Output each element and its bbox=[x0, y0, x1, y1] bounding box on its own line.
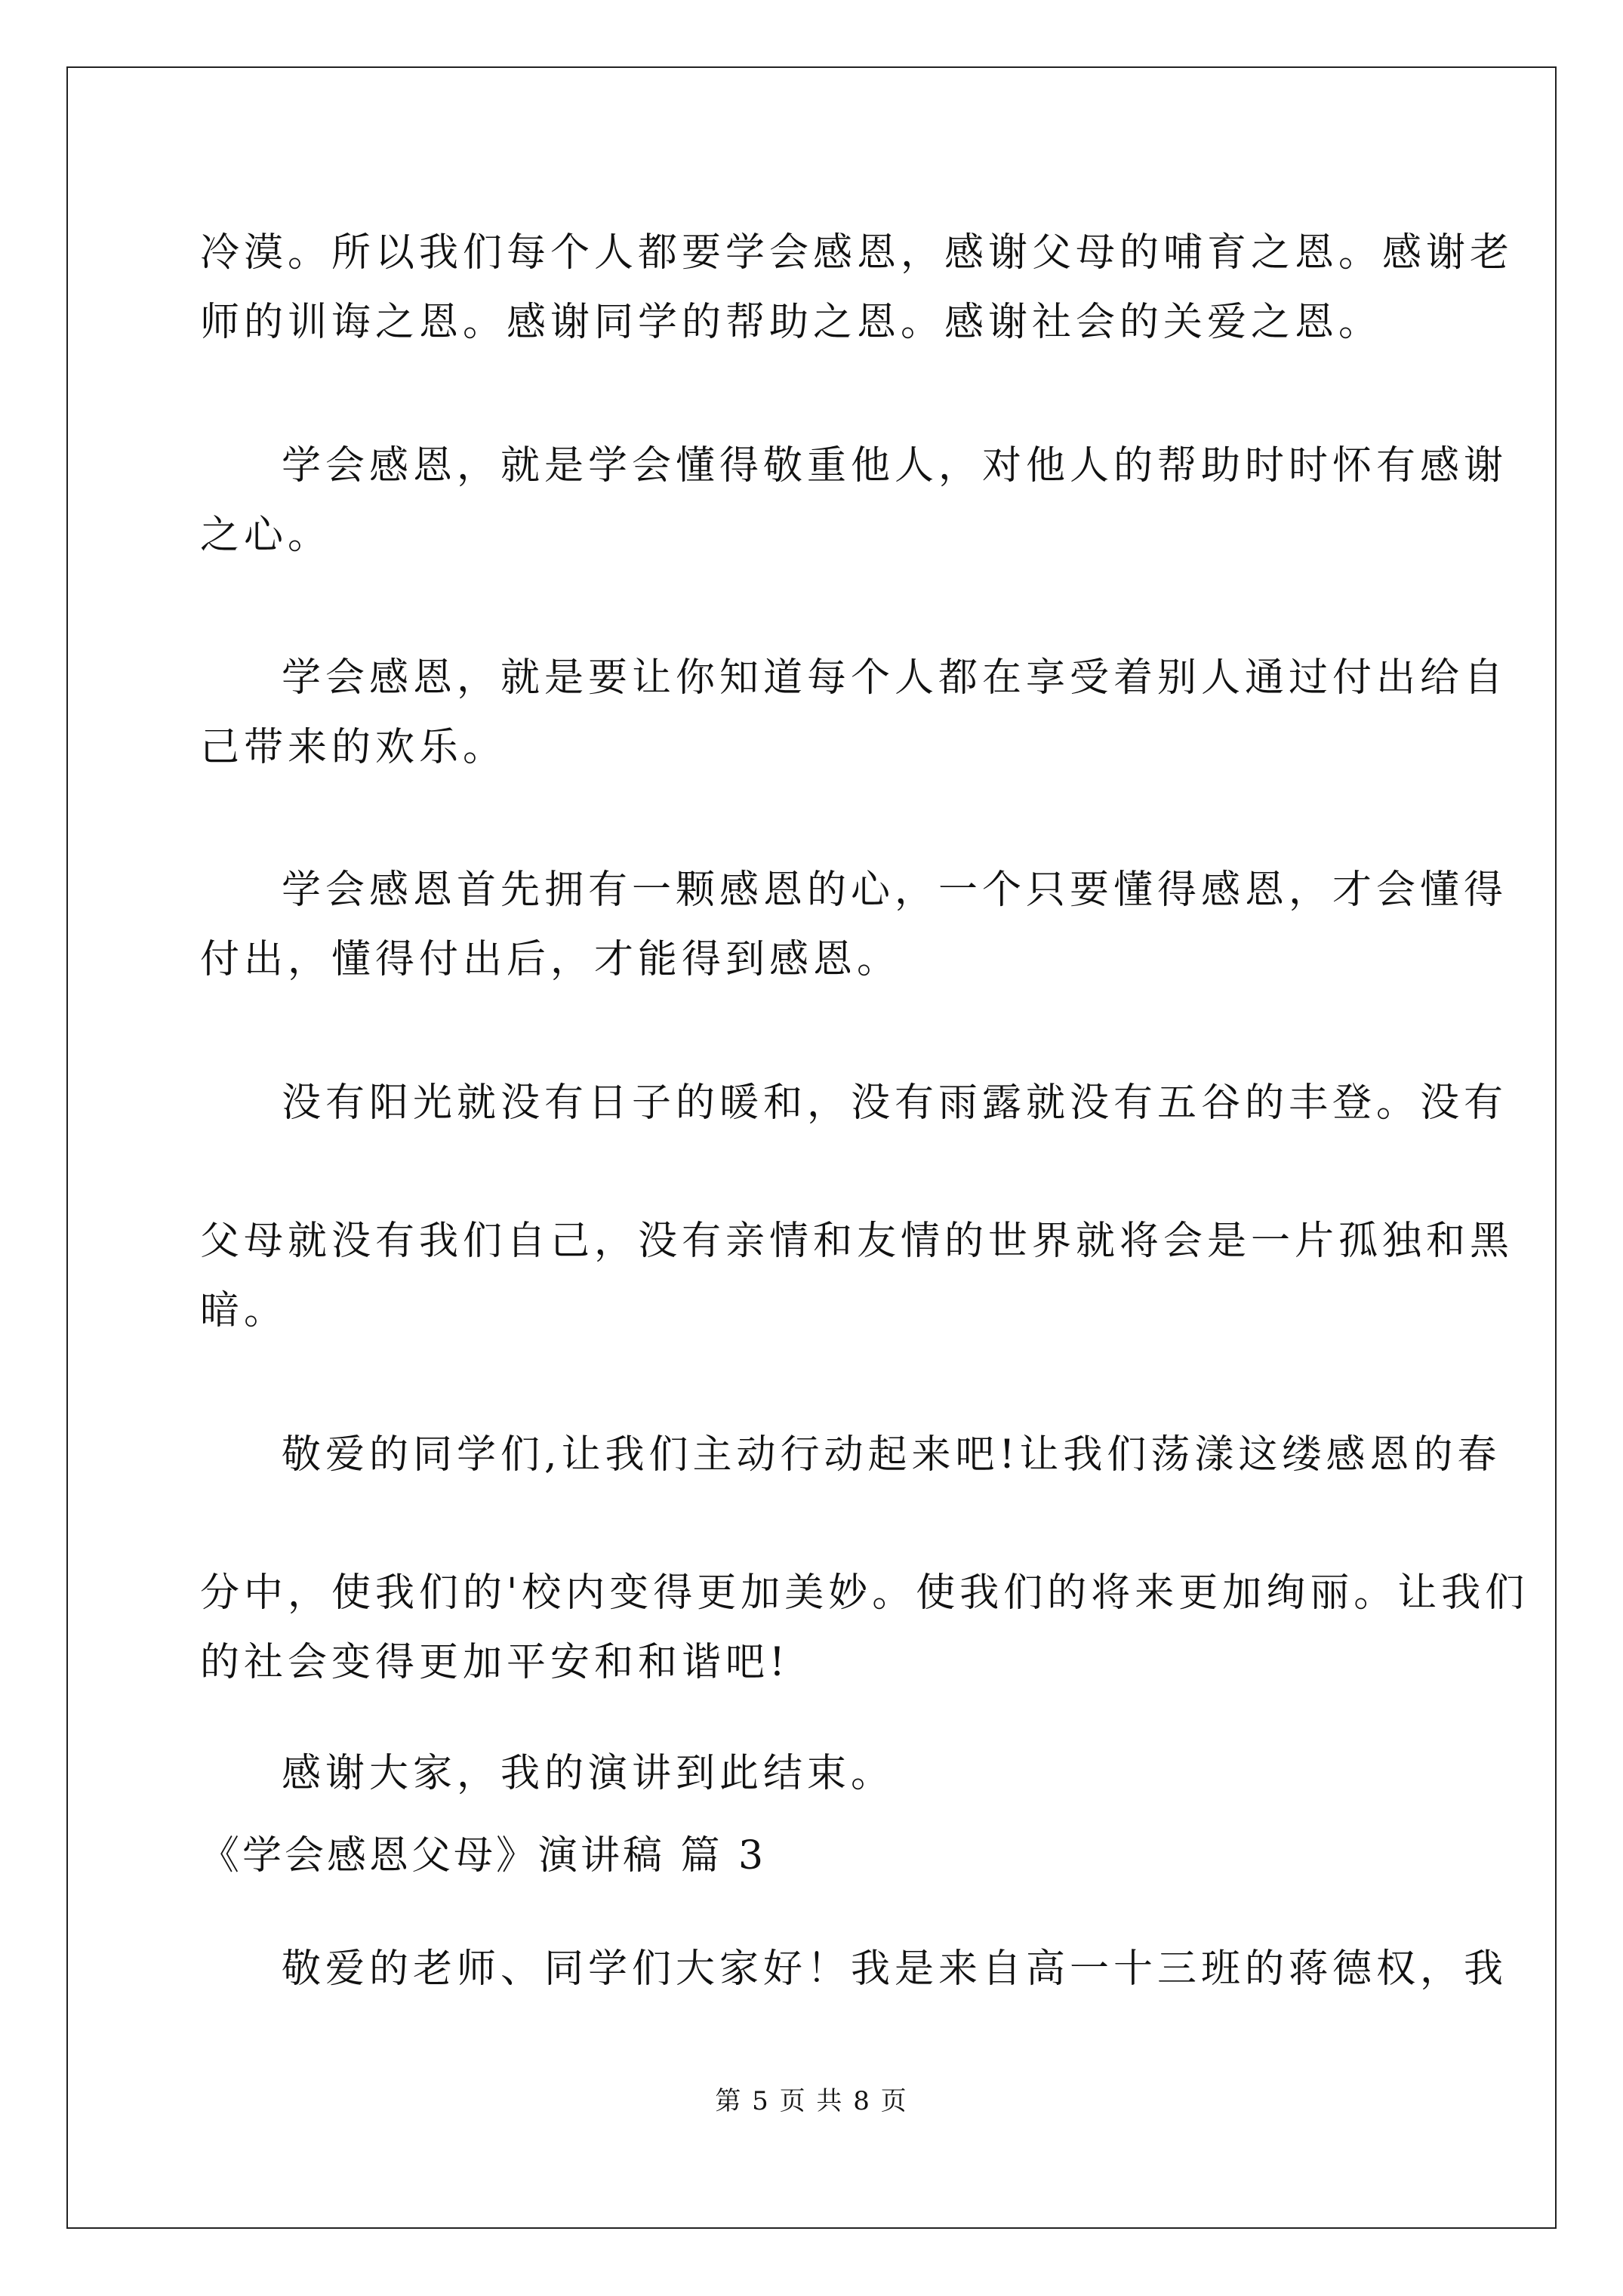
body-line-6: 己带来的欢乐。 bbox=[200, 725, 507, 770]
body-line-3: 学会感恩，就是学会懂得敬重他人，对他人的帮助时时怀有感谢 bbox=[282, 443, 1508, 488]
body-line-2: 师的训诲之恩。感谢同学的帮助之恩。感谢社会的关爱之恩。 bbox=[200, 300, 1383, 345]
body-line-17: 敬爱的老师、同学们大家好！我是来自高一十三班的蒋德权，我 bbox=[282, 1946, 1508, 1992]
body-line-5: 学会感恩，就是要让你知道每个人都在享受着别人通过付出给自 bbox=[282, 655, 1508, 701]
body-line-15: 感谢大家，我的演讲到此结束。 bbox=[282, 1751, 895, 1796]
body-line-12: 敬爱的同学们,让我们主动行动起来吧!让我们荡漾这缕感恩的春 bbox=[282, 1432, 1501, 1478]
section-heading: 《学会感恩父母》演讲稿 篇 3 bbox=[200, 1833, 767, 1878]
body-line-14: 的社会变得更加平安和和谐吧! bbox=[200, 1640, 790, 1685]
page-footer: 第 5 页 共 8 页 bbox=[715, 2086, 908, 2116]
page-border bbox=[66, 66, 1557, 2229]
body-line-11: 暗。 bbox=[200, 1288, 288, 1333]
body-line-13: 分中，使我们的'校内变得更加美妙。使我们的将来更加绚丽。让我们 bbox=[200, 1570, 1529, 1616]
body-line-1: 冷漠。所以我们每个人都要学会感恩，感谢父母的哺育之恩。感谢老 bbox=[200, 230, 1514, 276]
body-line-10: 父母就没有我们自己，没有亲情和友情的世界就将会是一片孤独和黑 bbox=[200, 1219, 1514, 1264]
body-line-9: 没有阳光就没有日子的暖和，没有雨露就没有五谷的丰登。没有 bbox=[282, 1080, 1508, 1126]
body-line-8: 付出，懂得付出后，才能得到感恩。 bbox=[200, 937, 901, 982]
body-line-7: 学会感恩首先拥有一颗感恩的心，一个只要懂得感恩，才会懂得 bbox=[282, 868, 1508, 913]
body-line-4: 之心。 bbox=[200, 513, 332, 558]
